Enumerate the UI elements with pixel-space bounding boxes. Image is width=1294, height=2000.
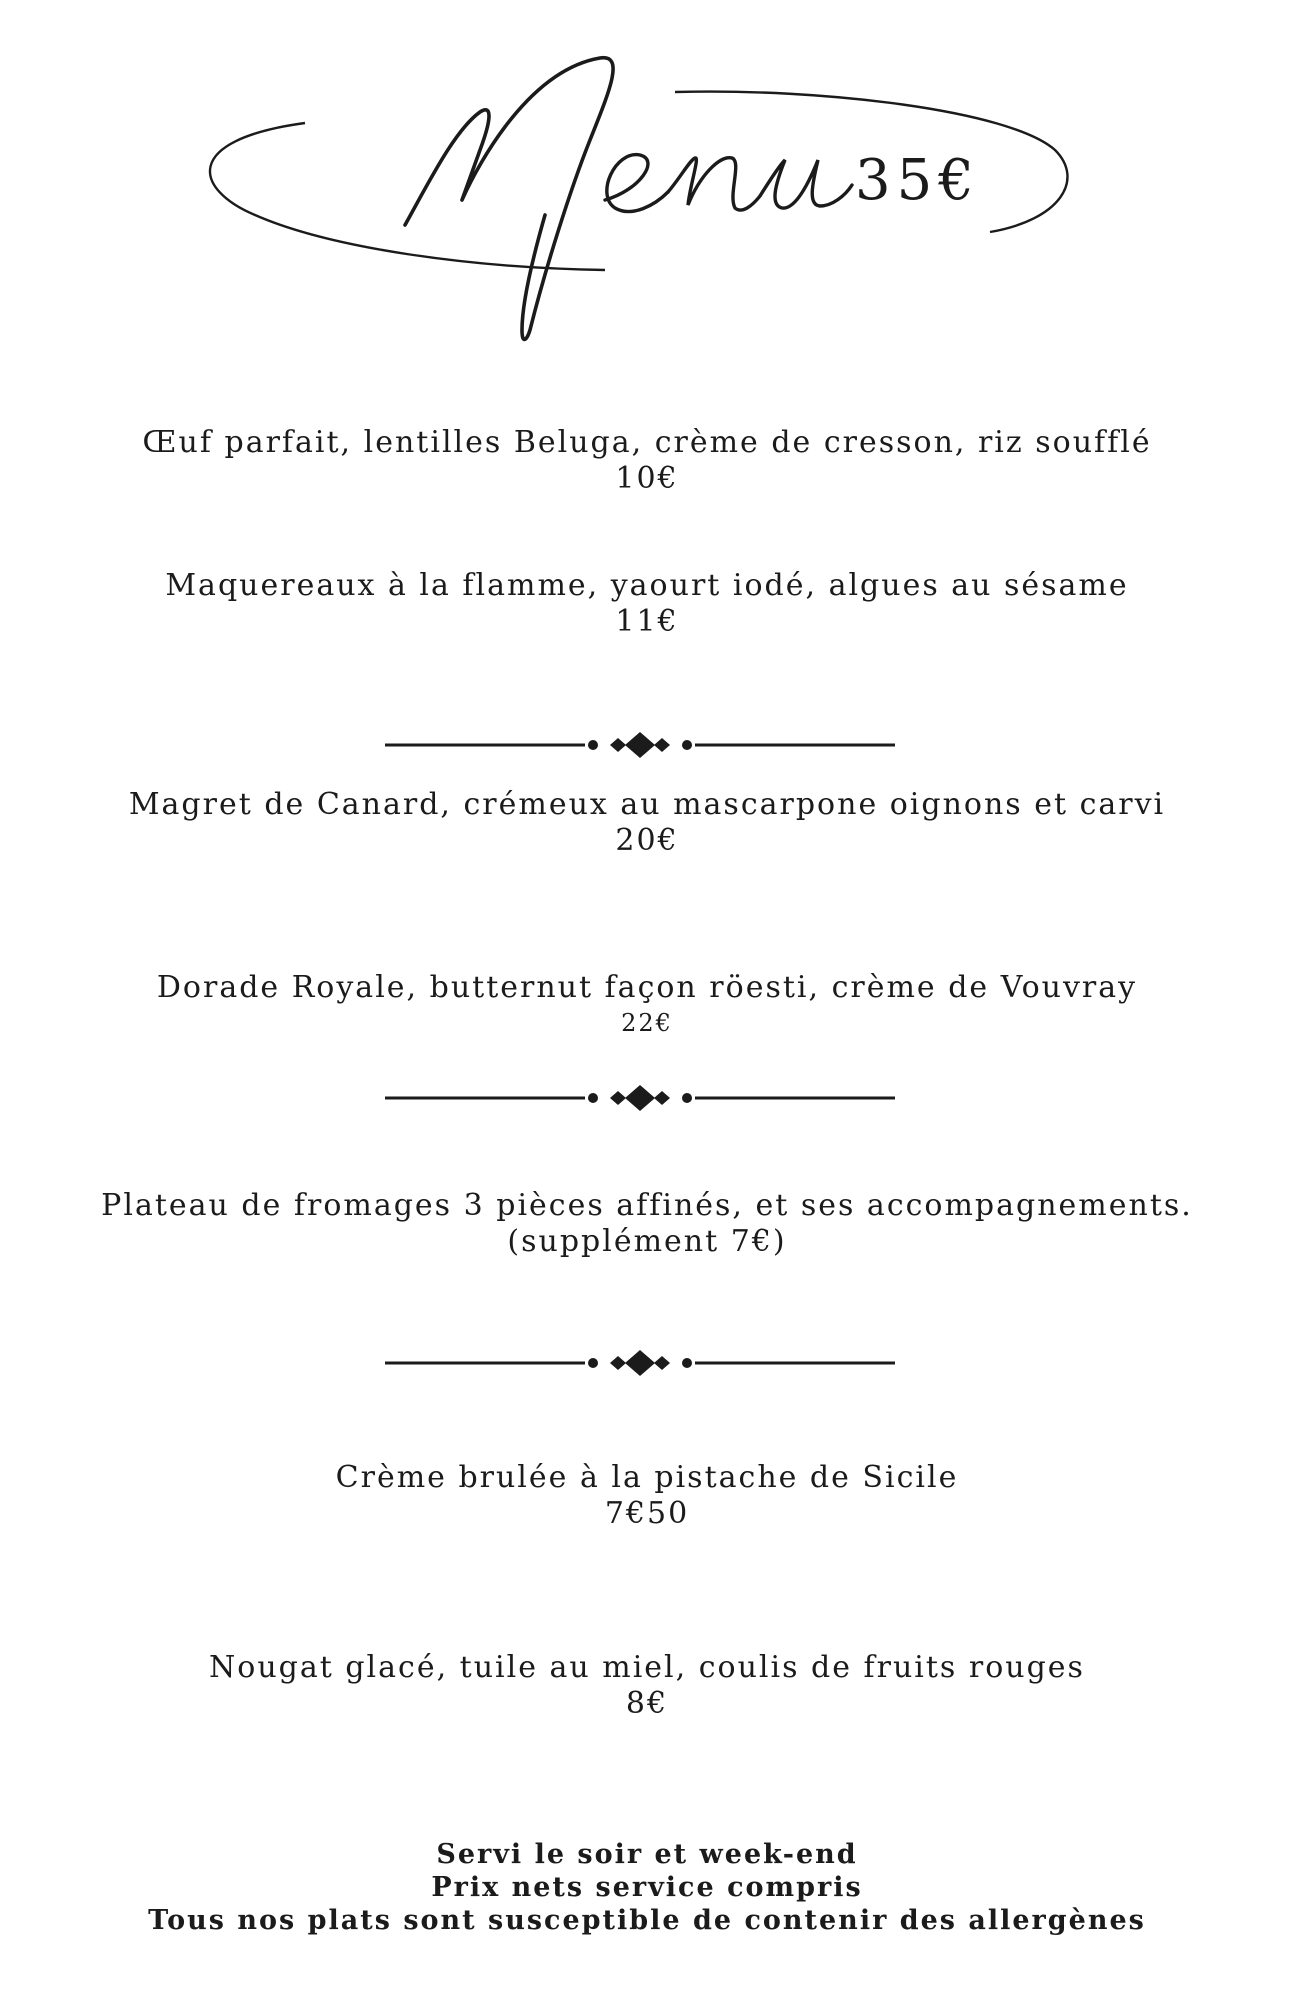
menu-item-name: Magret de Canard, crémeux au mascarpone oignons et carvi [128, 787, 1166, 822]
footer-allergen-note: Tous nos plats sont susceptible de contenir des allergènes [148, 1905, 1146, 1936]
ornamental-divider [385, 730, 895, 760]
menu-item-name: Nougat glacé, tuile au miel, coulis de fruits rouges [209, 1650, 1085, 1685]
menu-item-name: Plateau de fromages 3 pièces affinés, et ses accompagnements. [101, 1188, 1193, 1223]
menu-price: 35€ [855, 148, 980, 213]
ornamental-divider [385, 1083, 895, 1113]
menu-item [0, 1188, 1294, 1260]
menu-item-name: Dorade Royale, butternut façon röesti, crème de Vouvray [156, 970, 1138, 1005]
menu-item-name: Crème brulée à la pistache de Sicile [335, 1460, 959, 1495]
ornamental-divider [385, 1348, 895, 1378]
menu-item-price: 10€ [615, 461, 679, 496]
menu-item [0, 787, 1294, 859]
menu-item-price: 8€ [625, 1686, 669, 1721]
menu-item [0, 568, 1294, 640]
menu-item-price: 20€ [615, 823, 679, 858]
footer-service-hours: Servi le soir et week-end [436, 1839, 858, 1870]
menu-item-price: 11€ [615, 604, 679, 639]
menu-item [0, 1460, 1294, 1532]
menu-item [0, 425, 1294, 497]
menu-item-price: 7€50 [604, 1496, 690, 1531]
menu-footer [0, 1838, 1294, 1937]
menu-title-script-logo [0, 0, 1294, 360]
menu-item [0, 970, 1294, 1040]
menu-item-price: (supplément 7€) [507, 1224, 787, 1259]
menu-item-name: Maquereaux à la flamme, yaourt iodé, algues au sésame [165, 568, 1129, 603]
menu-item-name: Œuf parfait, lentilles Beluga, crème de cresson, riz soufflé [142, 425, 1152, 460]
footer-price-note: Prix nets service compris [431, 1872, 863, 1903]
menu-item [0, 1650, 1294, 1722]
menu-header [0, 0, 1294, 360]
menu-item-price: 22€ [621, 1009, 673, 1037]
